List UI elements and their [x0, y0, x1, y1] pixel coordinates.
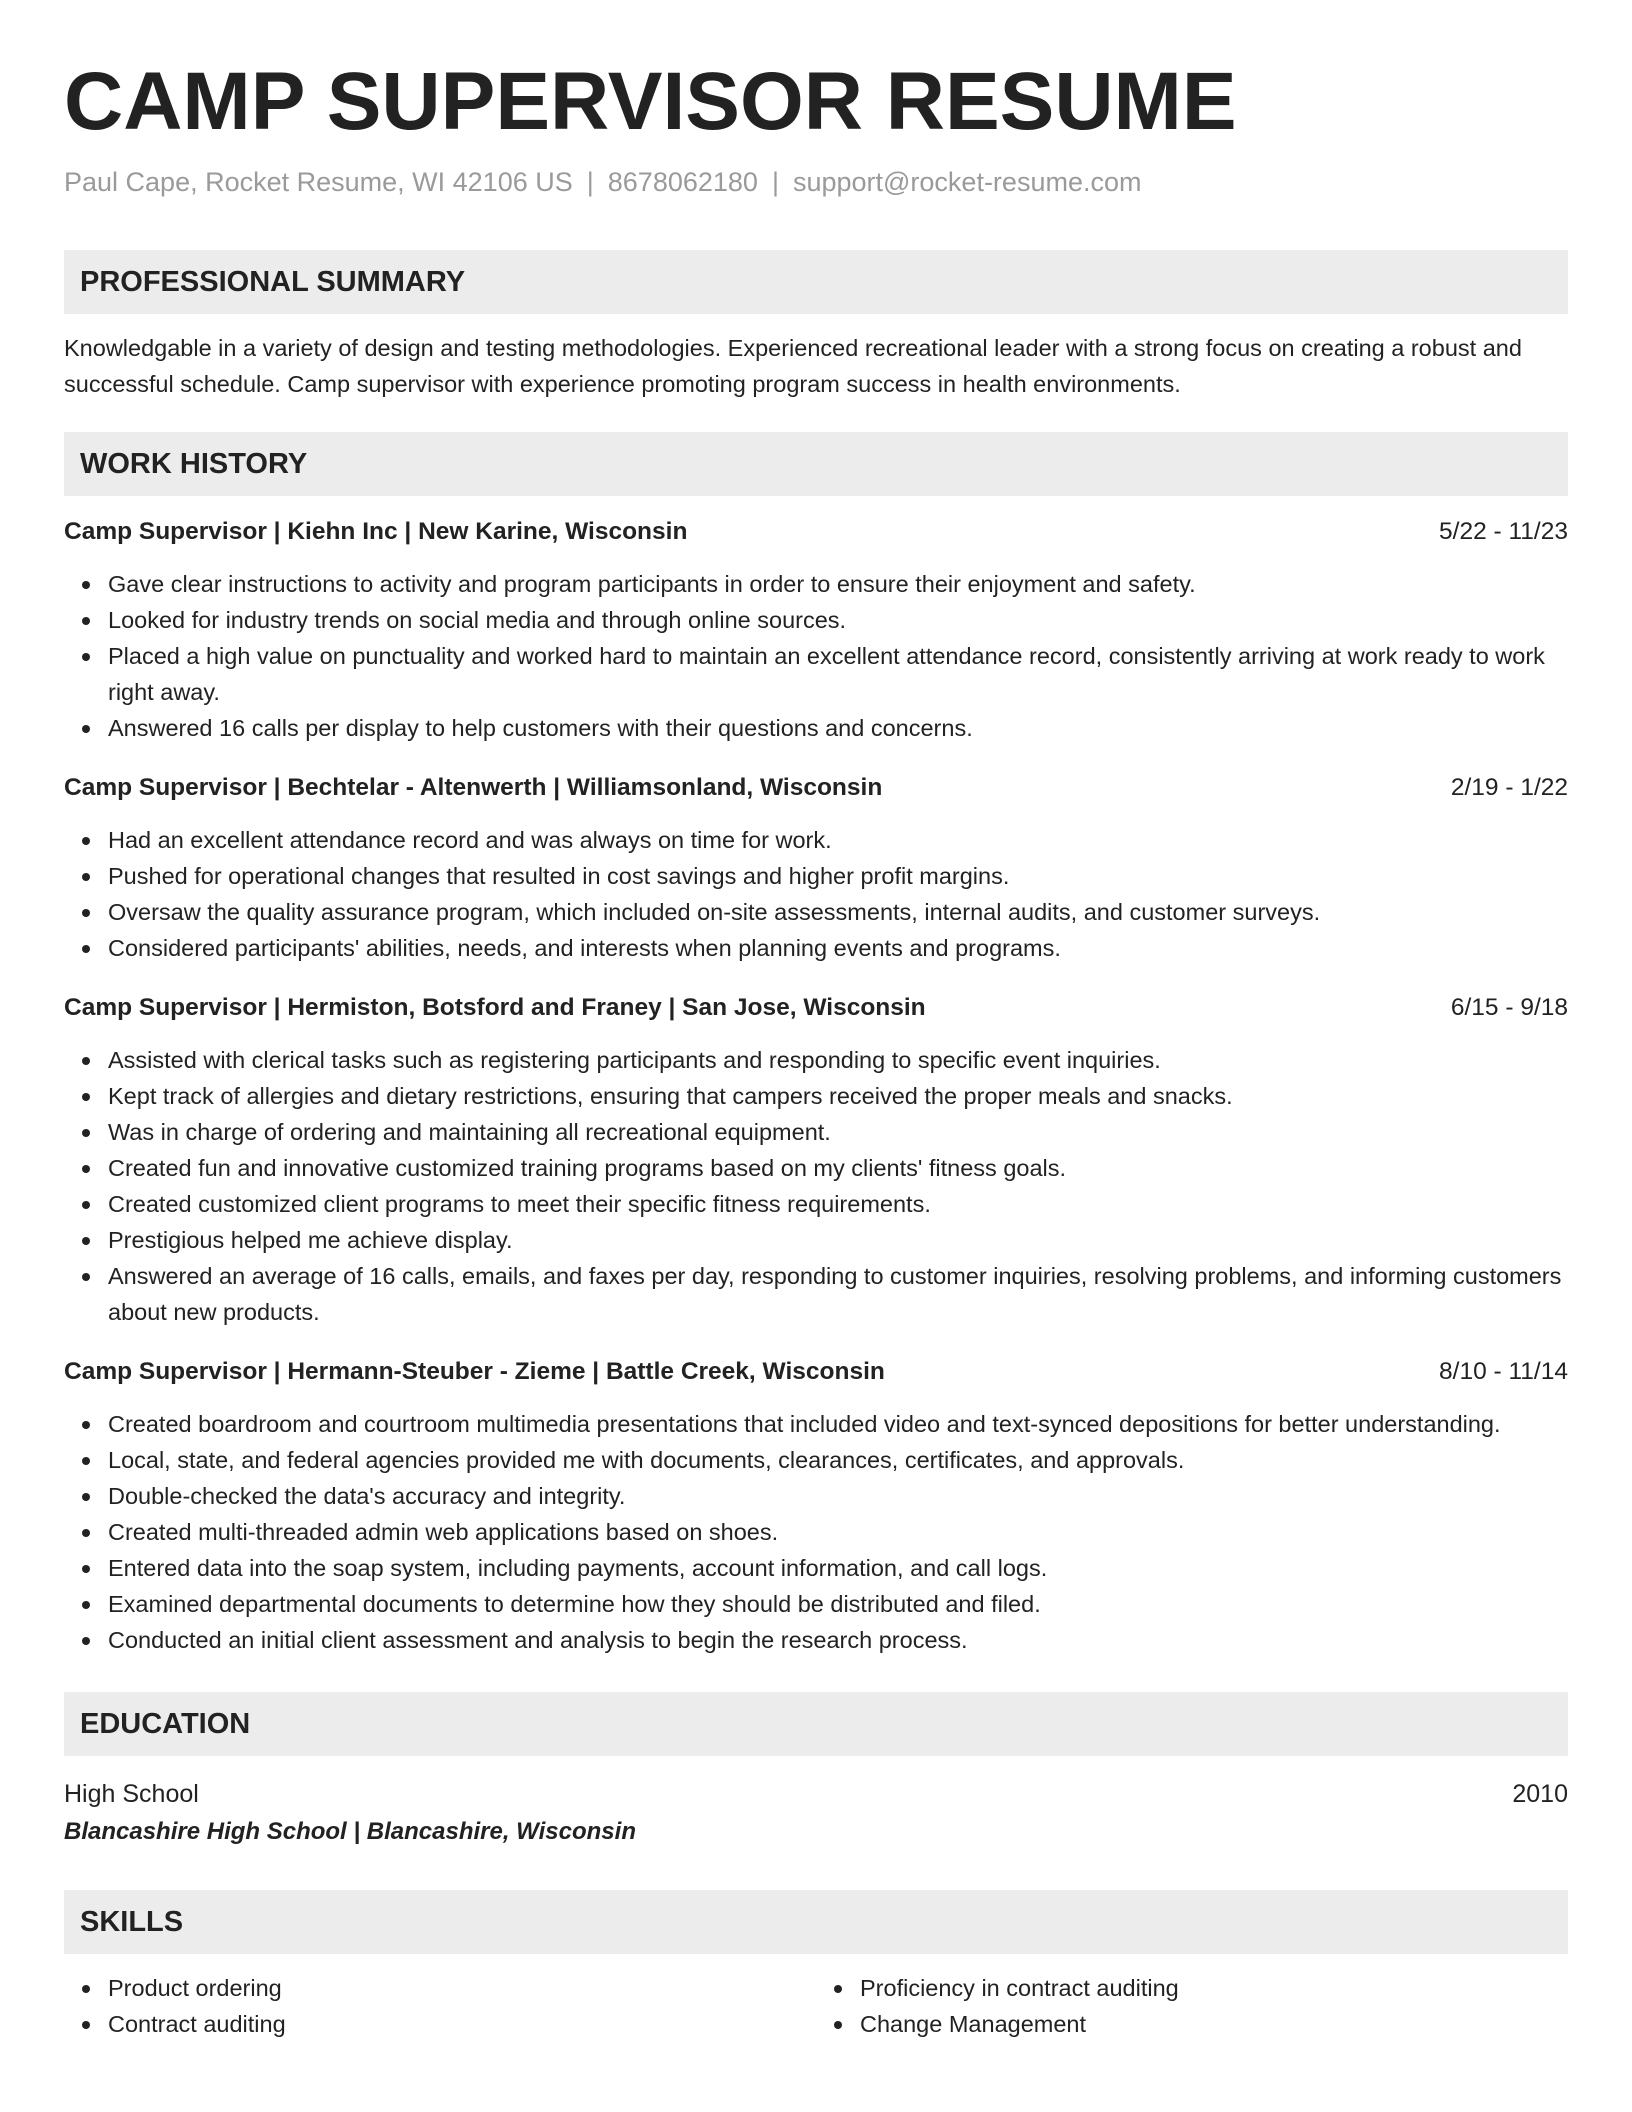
- job-entry: [64, 770, 1568, 966]
- skills-column-right: [816, 1970, 1568, 2042]
- job-bullets: [64, 1406, 1568, 1658]
- job-dates: 5/22 - 11/23: [1439, 518, 1568, 545]
- skill-item: Product ordering: [64, 1970, 816, 2006]
- skill-item: Change Management: [816, 2006, 1568, 2042]
- bullet-item: Created boardroom and courtroom multimedia presentations that included video and text-synced depositions for better understanding.: [64, 1406, 1568, 1442]
- contact-separator: |: [771, 167, 779, 197]
- job-bullets: [64, 1042, 1568, 1330]
- job-dates: 2/19 - 1/22: [1450, 774, 1568, 801]
- job-header: [64, 1354, 1568, 1390]
- bullet-item: Placed a high value on punctuality and worked hard to maintain an excellent attendance record, consistently arriving at work ready to work right away.: [64, 638, 1568, 710]
- job-entry: [64, 514, 1568, 746]
- summary-heading: PROFESSIONAL SUMMARY: [64, 250, 1568, 314]
- job-entry: [64, 990, 1568, 1330]
- bullet-item: Examined departmental documents to determine how they should be distributed and filed.: [64, 1586, 1568, 1622]
- education-school: Blancashire High School | Blancashire, Wisconsin: [64, 1818, 636, 1845]
- bullet-item: Double-checked the data's accuracy and integrity.: [64, 1478, 1568, 1514]
- skills-bullets-right: [816, 1970, 1568, 2042]
- contact-line: [64, 164, 1568, 200]
- bullet-item: Entered data into the soap system, including payments, account information, and call logs.: [64, 1550, 1568, 1586]
- job-header: [64, 770, 1568, 806]
- job-entry: [64, 1354, 1568, 1658]
- skills-column-left: [64, 1970, 816, 2042]
- skill-item: Proficiency in contract auditing: [816, 1970, 1568, 2006]
- job-bullets: [64, 566, 1568, 746]
- contact-phone: 8678062180: [607, 167, 758, 197]
- bullet-item: Oversaw the quality assurance program, which included on-site assessments, internal audits, and customer surveys.: [64, 894, 1568, 930]
- bullet-item: Conducted an initial client assessment and analysis to begin the research process.: [64, 1622, 1568, 1658]
- skills-bullets-left: [64, 1970, 816, 2042]
- bullet-item: Prestigious helped me achieve display.: [64, 1222, 1568, 1258]
- job-title: Camp Supervisor | Hermann-Steuber - Zieme | Battle Creek, Wisconsin: [64, 1358, 885, 1385]
- bullet-item: Had an excellent attendance record and was always on time for work.: [64, 822, 1568, 858]
- job-title: Camp Supervisor | Kiehn Inc | New Karine, Wisconsin: [64, 518, 688, 545]
- resume-title: CAMP SUPERVISOR RESUME: [64, 56, 1237, 147]
- job-header: [64, 514, 1568, 550]
- bullet-item: Looked for industry trends on social media and through online sources.: [64, 602, 1568, 638]
- job-bullets: [64, 822, 1568, 966]
- bullet-item: Local, state, and federal agencies provided me with documents, clearances, certificates, and approvals.: [64, 1442, 1568, 1478]
- job-dates: 6/15 - 9/18: [1450, 994, 1568, 1021]
- bullet-item: Was in charge of ordering and maintaining all recreational equipment.: [64, 1114, 1568, 1150]
- bullet-item: Created multi-threaded admin web applications based on shoes.: [64, 1514, 1568, 1550]
- bullet-item: Answered 16 calls per display to help customers with their questions and concerns.: [64, 710, 1568, 746]
- bullet-item: Created fun and innovative customized training programs based on my clients' fitness goals.: [64, 1150, 1568, 1186]
- job-dates: 8/10 - 11/14: [1439, 1358, 1568, 1385]
- bullet-item: Gave clear instructions to activity and program participants in order to ensure their enjoyment and safety.: [64, 566, 1568, 602]
- education-year: 2010: [1512, 1780, 1568, 1808]
- education-header: [64, 1776, 1568, 1812]
- contact-address: Paul Cape, Rocket Resume, WI 42106 US: [64, 167, 573, 197]
- education-entry: [64, 1776, 1568, 1850]
- skill-item: Contract auditing: [64, 2006, 816, 2042]
- bullet-item: Created customized client programs to meet their specific fitness requirements.: [64, 1186, 1568, 1222]
- bullet-item: Kept track of allergies and dietary restrictions, ensuring that campers received the proper meals and snacks.: [64, 1078, 1568, 1114]
- bullet-item: Pushed for operational changes that resulted in cost savings and higher profit margins.: [64, 858, 1568, 894]
- education-heading: EDUCATION: [64, 1692, 1568, 1756]
- bullet-item: Answered an average of 16 calls, emails, and faxes per day, responding to customer inquiries, resolving problems, and informing customers about new products.: [64, 1258, 1568, 1330]
- summary-text: Knowledgable in a variety of design and testing methodologies. Experienced recreational leader with a strong focus on creating a robust and successful schedule. Camp supervisor with experience promoting program success in health environments.: [64, 335, 1522, 397]
- job-title: Camp Supervisor | Hermiston, Botsford and Franey | San Jose, Wisconsin: [64, 994, 926, 1021]
- bullet-item: Considered participants' abilities, needs, and interests when planning events and programs.: [64, 930, 1568, 966]
- contact-separator: |: [586, 167, 594, 197]
- education-degree: High School: [64, 1780, 199, 1808]
- skills-heading: SKILLS: [64, 1890, 1568, 1954]
- job-title: Camp Supervisor | Bechtelar - Altenwerth | Williamsonland, Wisconsin: [64, 774, 883, 801]
- skills-list: [64, 1970, 1568, 2042]
- job-header: [64, 990, 1568, 1026]
- work-history-heading: WORK HISTORY: [64, 432, 1568, 496]
- bullet-item: Assisted with clerical tasks such as registering participants and responding to specific event inquiries.: [64, 1042, 1568, 1078]
- contact-email: support@rocket-resume.com: [792, 167, 1142, 197]
